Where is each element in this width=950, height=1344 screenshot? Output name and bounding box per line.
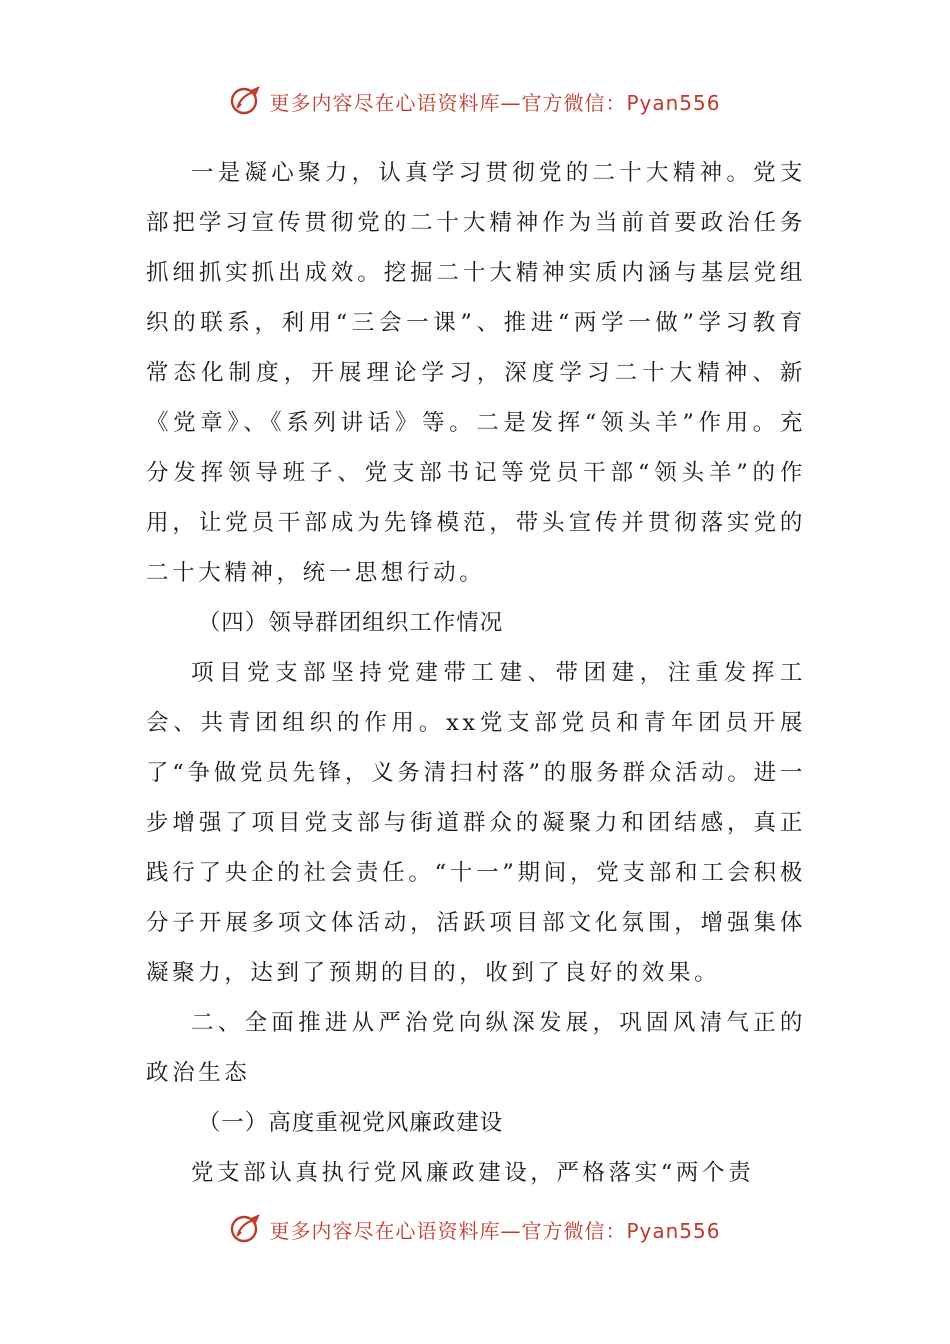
document-body	[146, 148, 806, 1198]
paragraph: 项目党支部坚持党建带工建、带团建，注重发挥工会、共青团组织的作用。xx党支部党员和青年团员开展了“争做党员先锋，义务清扫村落”的服务群众活动。进一步增强了项目党支部与街道群众的凝聚力和团结感，真正践行了央企的社会责任。“十一”期间，党支部和工会积极分子开展多项文体活动，活跃项目部文化氛围，增强集体凝聚力，达到了预期的目的，收到了良好的效果。	[146, 660, 806, 986]
footer-banner	[0, 1212, 950, 1246]
section-heading: （一）高度重视党风廉政建设	[197, 1110, 504, 1136]
section-heading: 二、全面推进从严治党向纵深发展，巩固风清气正的政治生态	[146, 1010, 806, 1086]
header-banner-text: 更多内容尽在心语资料库—官方微信：Pyan556	[269, 90, 721, 115]
section-heading: （四）领导群团组织工作情况	[197, 610, 504, 636]
pen-logo-icon	[229, 1212, 263, 1246]
pen-logo-icon	[229, 84, 263, 118]
paragraph: 一是凝心聚力，认真学习贯彻党的二十大精神。党支部把学习宣传贯彻党的二十大精神作为当前首要政治任务抓细抓实抓出成效。挖掘二十大精神实质内涵与基层党组织的联系，利用“三会一课”、推进“两学一做”学习教育常态化制度，开展理论学习，深度学习二十大精神、新《党章》、《系列讲话》等。二是发挥“领头羊”作用。充分发挥领导班子、党支部书记等党员干部“领头羊”的作用，让党员干部成为先锋模范，带头宣传并贯彻落实党的二十大精神，统一思想行动。	[146, 160, 806, 586]
paragraph: 党支部认真执行党风廉政建设，严格落实“两个责	[191, 1160, 755, 1186]
footer-banner-text: 更多内容尽在心语资料库—官方微信：Pyan556	[269, 1218, 721, 1243]
header-banner	[0, 84, 950, 118]
